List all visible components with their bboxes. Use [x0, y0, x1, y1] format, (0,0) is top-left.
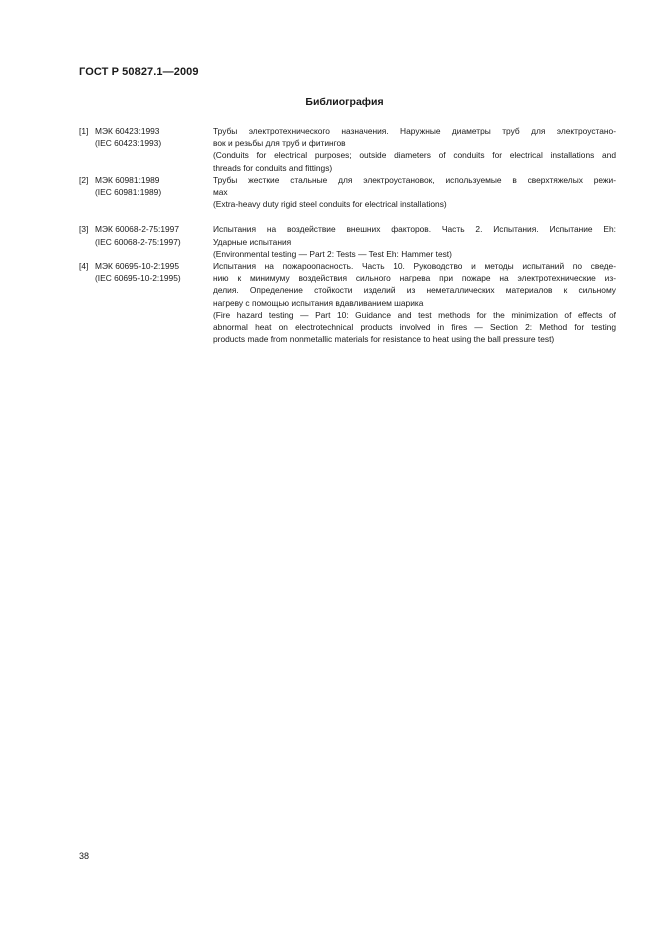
entry-line: (Extra-heavy duty rigid steel conduits for electrical installations): [213, 199, 447, 210]
entry-line: products made from nonmetallic materials for resistance to heat using the ball pressure test): [213, 334, 555, 345]
entry-ref-iec: (IEC 60068-2-75:1997): [95, 236, 181, 247]
entry-ref-local: МЭК 60068-2-75:1997: [95, 224, 179, 235]
entry-number: [1]: [79, 126, 89, 136]
entry-references: [95, 125, 213, 174]
entry-number: [2]: [79, 174, 89, 185]
entry-line: threads for conduits and fittings): [213, 162, 333, 173]
entry-ref-local: МЭК 60423:1993: [95, 126, 160, 136]
entry-number: [4]: [79, 261, 89, 272]
page-number: 38: [79, 851, 90, 861]
bibliography-entry-1: [79, 125, 616, 174]
entry-ref-local: МЭК 60695-10-2:1995: [95, 261, 179, 272]
entry-description: [213, 260, 616, 345]
entry-number: [3]: [79, 224, 89, 235]
entry-line: (Conduits for electrical purposes; outside diameters of conduits for electrical installations and: [213, 150, 616, 161]
entry-line: нию к минимуму воздействия сильного нагрева при пожаре на электротехнические из-: [213, 273, 616, 284]
bibliography-entry-2: [79, 174, 616, 211]
bibliography-entry-3: [79, 223, 616, 260]
entry-line: нагреву с помощью испытания вдавливанием шарика: [213, 297, 424, 308]
entry-references: [95, 260, 213, 345]
entry-references: [95, 223, 213, 260]
entry-line: вок и резьбы для труб и фитингов: [213, 138, 346, 149]
bibliography-entry-4: [79, 260, 616, 345]
entry-line: Трубы электротехнического назначения. Наружные диаметры труб для электроустано-: [213, 126, 616, 136]
entry-line: Трубы жесткие стальные для электроустановок, используемые в сверхтяжелых режи-: [213, 174, 616, 185]
entry-references: [95, 174, 213, 211]
entry-line: Испытания на воздействие внешних факторов. Часть 2. Испытания. Испытание Eh:: [213, 224, 616, 235]
entry-line: (Fire hazard testing — Part 10: Guidance and test methods for the minimization of effects of: [213, 309, 616, 320]
entry-ref-local: МЭК 60981:1989: [95, 174, 160, 185]
entry-line: мах: [213, 187, 228, 198]
entry-ref-iec: (IEC 60981:1989): [95, 187, 162, 198]
entry-line: Ударные испытания: [213, 236, 292, 247]
page-title: Библиография: [305, 96, 384, 108]
document-header: ГОСТ Р 50827.1—2009: [79, 66, 199, 78]
entry-line: abnormal heat on electrotechnical products involved in fires — Section 2: Method for testing: [213, 322, 616, 333]
entry-line: Испытания на пожароопасность. Часть 10. Руководство и методы испытаний по сведе-: [213, 261, 616, 272]
entry-ref-iec: (IEC 60695-10-2:1995): [95, 273, 181, 284]
entry-line: (Environmental testing — Part 2: Tests — Test Eh: Hammer test): [213, 248, 452, 259]
entry-description: [213, 223, 616, 260]
entry-ref-iec: (IEC 60423:1993): [95, 138, 162, 149]
entry-description: [213, 174, 616, 211]
bibliography-list: [79, 125, 616, 345]
entry-line: делия. Определение стойкости изделий из неметаллических материалов к сильному: [213, 285, 616, 296]
entry-description: [213, 125, 616, 174]
